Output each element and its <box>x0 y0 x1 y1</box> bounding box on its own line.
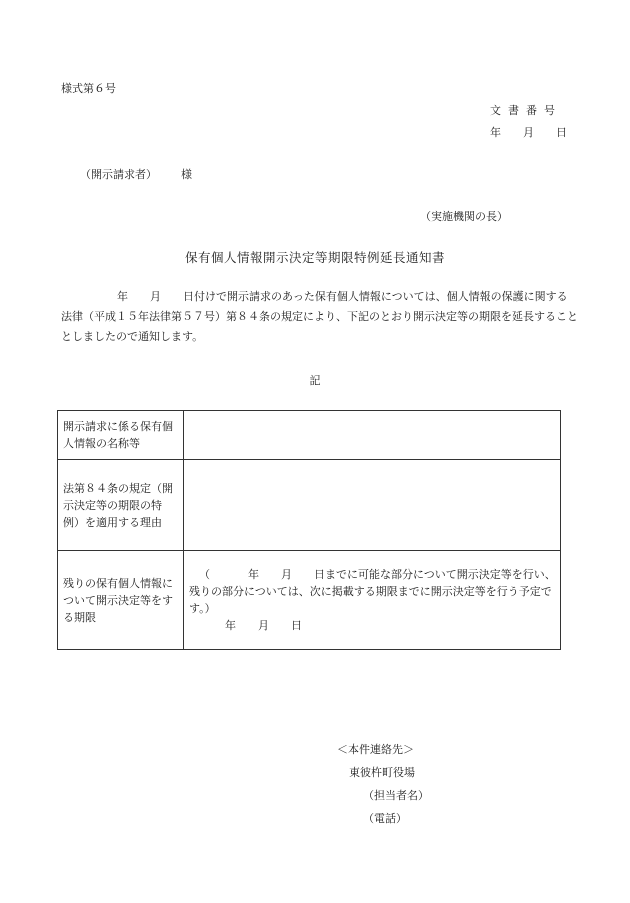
document-title: 保有個人情報開示決定等期限特例延長通知書 <box>184 250 445 265</box>
deadline-note-line-1: （ 年 月 日までに可能な部分について開示決定等を行い、 <box>199 568 556 581</box>
row-label-reason: 法第８４条の規定（開示決定等の期限の特例）を適用する理由 <box>58 460 184 551</box>
recipient <box>80 166 192 182</box>
contact-block <box>337 738 429 830</box>
table-row <box>58 460 561 551</box>
body-line-2: 法律（平成１５年法律第５７号）第８４条の規定により、下記のとおり開示決定等の期限を延長すること <box>61 310 578 323</box>
recipient-honorific: 様 <box>181 168 192 181</box>
detail-table <box>57 410 561 650</box>
contact-phone: （電話） <box>363 812 407 825</box>
row-value-info-name <box>184 411 561 460</box>
body-line-3: としましたので通知します。 <box>61 330 204 343</box>
table-row <box>58 551 561 650</box>
deadline-note-line-2: 残りの部分については、次に掲載する期限までに開示決定等を行う予定で <box>189 585 552 598</box>
sender: （実施機関の長） <box>420 210 508 223</box>
document-number: 文書番号 <box>490 104 562 117</box>
deadline-note-line-3: す。） <box>189 602 216 615</box>
date-month: 月 <box>523 126 534 139</box>
deadline-note <box>189 566 555 634</box>
row-value-deadline <box>184 551 561 650</box>
row-label-deadline: 残りの保有個人情報について開示決定等をする期限 <box>58 551 184 650</box>
deadline-date: 年 月 日 <box>225 619 302 632</box>
contact-office: 東彼杵町役場 <box>349 766 415 779</box>
date-year: 年 <box>490 126 501 139</box>
ki-heading: 記 <box>309 374 321 387</box>
contact-title: ＜本件連絡先＞ <box>337 743 414 756</box>
contact-person: （担当者名） <box>363 789 429 802</box>
document-date <box>490 124 567 140</box>
form-number: 様式第６号 <box>61 82 116 95</box>
date-day: 日 <box>556 126 567 139</box>
body-text <box>61 287 578 347</box>
body-line-1: 年 月 日付けで開示請求のあった保有個人情報については、個人情報の保護に関する <box>117 290 568 303</box>
row-label-info-name: 開示請求に係る保有個人情報の名称等 <box>58 411 184 460</box>
row-value-reason <box>184 460 561 551</box>
recipient-name: （開示請求者） <box>80 168 157 181</box>
table-row <box>58 411 561 460</box>
